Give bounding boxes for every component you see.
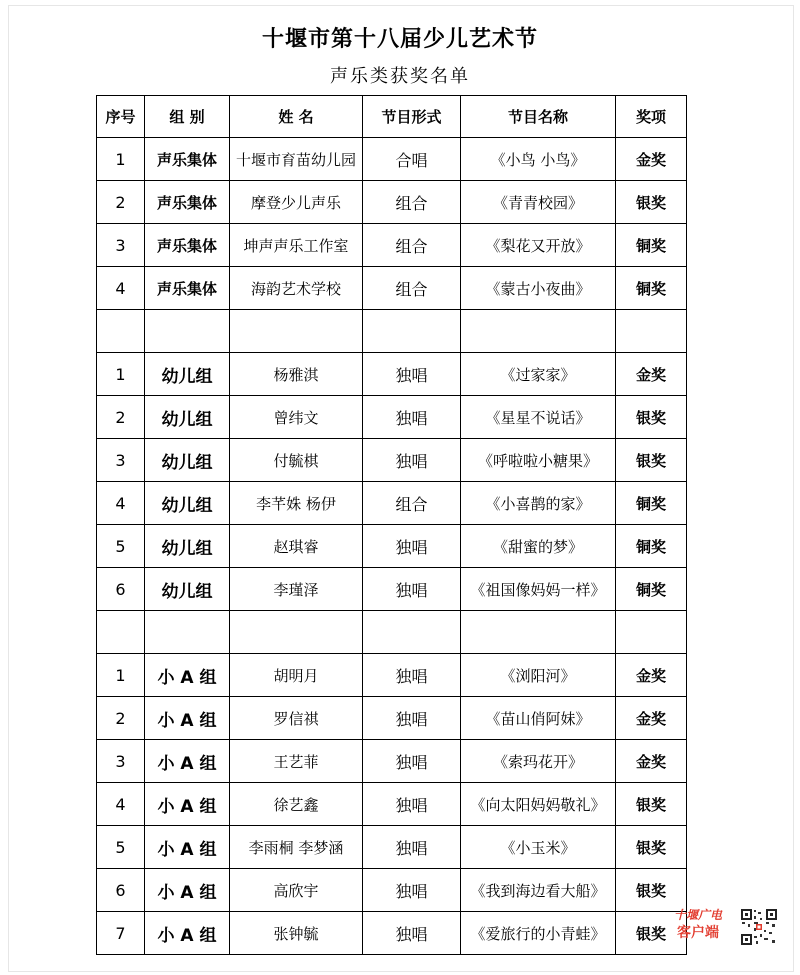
cell-award: 金奖 — [616, 697, 687, 740]
header-cell-group: 组 别 — [145, 96, 230, 138]
table-row — [97, 224, 687, 267]
cell-group: 幼儿组 — [145, 396, 230, 439]
cell-award: 银奖 — [616, 439, 687, 482]
awards-table-body — [97, 96, 687, 955]
cell-award: 银奖 — [616, 783, 687, 826]
header-cell-no: 序号 — [97, 96, 145, 138]
cell-group: 小 A 组 — [145, 697, 230, 740]
table-header-row — [97, 96, 687, 138]
table-row — [97, 740, 687, 783]
cell-title: 《甜蜜的梦》 — [461, 525, 616, 568]
cell-group — [145, 611, 230, 654]
cell-title: 《小玉米》 — [461, 826, 616, 869]
cell-form: 独唱 — [363, 783, 461, 826]
cell-name: 王艺菲 — [230, 740, 363, 783]
cell-title: 《小喜鹊的家》 — [461, 482, 616, 525]
table-row — [97, 353, 687, 396]
cell-group: 幼儿组 — [145, 525, 230, 568]
cell-award: 铜奖 — [616, 568, 687, 611]
cell-award: 银奖 — [616, 826, 687, 869]
cell-award: 金奖 — [616, 654, 687, 697]
cell-form: 独唱 — [363, 912, 461, 955]
cell-title: 《呼啦啦小糖果》 — [461, 439, 616, 482]
cell-group: 幼儿组 — [145, 439, 230, 482]
cell-group: 小 A 组 — [145, 740, 230, 783]
cell-name: 坤声声乐工作室 — [230, 224, 363, 267]
cell-award: 铜奖 — [616, 482, 687, 525]
cell-award: 银奖 — [616, 181, 687, 224]
cell-award: 金奖 — [616, 353, 687, 396]
cell-title: 《爱旅行的小青蛙》 — [461, 912, 616, 955]
cell-no: 3 — [97, 224, 145, 267]
cell-name: 赵琪睿 — [230, 525, 363, 568]
cell-no: 2 — [97, 181, 145, 224]
watermark-line2: 客户端 — [677, 925, 719, 941]
cell-group: 小 A 组 — [145, 783, 230, 826]
cell-group: 声乐集体 — [145, 267, 230, 310]
cell-group: 声乐集体 — [145, 181, 230, 224]
cell-name — [230, 310, 363, 353]
cell-name: 李瑾泽 — [230, 568, 363, 611]
cell-no: 2 — [97, 697, 145, 740]
cell-award: 银奖 — [616, 869, 687, 912]
cell-form: 独唱 — [363, 396, 461, 439]
cell-title: 《星星不说话》 — [461, 396, 616, 439]
table-row — [97, 783, 687, 826]
table-row — [97, 439, 687, 482]
cell-name: 张钟毓 — [230, 912, 363, 955]
table-row — [97, 697, 687, 740]
cell-form: 独唱 — [363, 439, 461, 482]
cell-title: 《索玛花开》 — [461, 740, 616, 783]
watermark-logo — [668, 906, 728, 942]
cell-name: 李雨桐 李梦涵 — [230, 826, 363, 869]
cell-name: 曾纬文 — [230, 396, 363, 439]
cell-name: 胡明月 — [230, 654, 363, 697]
cell-title: 《过家家》 — [461, 353, 616, 396]
cell-form: 独唱 — [363, 353, 461, 396]
cell-title: 《向太阳妈妈敬礼》 — [461, 783, 616, 826]
cell-no — [97, 310, 145, 353]
table-row — [97, 396, 687, 439]
cell-name: 海韵艺术学校 — [230, 267, 363, 310]
cell-title: 《我到海边看大船》 — [461, 869, 616, 912]
cell-no: 3 — [97, 439, 145, 482]
cell-form: 组合 — [363, 267, 461, 310]
cell-form: 独唱 — [363, 826, 461, 869]
cell-group: 声乐集体 — [145, 224, 230, 267]
table-row — [97, 869, 687, 912]
cell-award: 银奖 — [616, 912, 687, 955]
cell-group: 小 A 组 — [145, 826, 230, 869]
table-spacer-row — [97, 611, 687, 654]
header-cell-name: 姓 名 — [230, 96, 363, 138]
cell-group: 幼儿组 — [145, 353, 230, 396]
watermark-line1: 十堰广电 — [673, 908, 722, 922]
cell-form: 合唱 — [363, 138, 461, 181]
cell-no: 1 — [97, 654, 145, 697]
cell-no: 4 — [97, 267, 145, 310]
cell-title: 《苗山俏阿妹》 — [461, 697, 616, 740]
cell-title: 《小鸟 小鸟》 — [461, 138, 616, 181]
table-row — [97, 482, 687, 525]
cell-group: 幼儿组 — [145, 568, 230, 611]
cell-no: 4 — [97, 482, 145, 525]
cell-group: 幼儿组 — [145, 482, 230, 525]
cell-name: 李芊姝 杨伊 — [230, 482, 363, 525]
cell-title — [461, 310, 616, 353]
header-cell-form: 节目形式 — [363, 96, 461, 138]
cell-form: 组合 — [363, 181, 461, 224]
cell-name: 高欣宇 — [230, 869, 363, 912]
cell-award: 金奖 — [616, 740, 687, 783]
table-spacer-row — [97, 310, 687, 353]
cell-no: 6 — [97, 869, 145, 912]
header-cell-title: 节目名称 — [461, 96, 616, 138]
cell-name: 杨雅淇 — [230, 353, 363, 396]
cell-form: 独唱 — [363, 869, 461, 912]
cell-form: 独唱 — [363, 568, 461, 611]
cell-no: 5 — [97, 826, 145, 869]
header-cell-award: 奖项 — [616, 96, 687, 138]
cell-title: 《梨花又开放》 — [461, 224, 616, 267]
cell-title: 《浏阳河》 — [461, 654, 616, 697]
cell-award: 银奖 — [616, 396, 687, 439]
cell-name: 付毓棋 — [230, 439, 363, 482]
cell-group: 声乐集体 — [145, 138, 230, 181]
cell-form: 组合 — [363, 482, 461, 525]
table-row — [97, 912, 687, 955]
cell-no: 5 — [97, 525, 145, 568]
cell-no: 2 — [97, 396, 145, 439]
cell-award — [616, 310, 687, 353]
cell-form: 组合 — [363, 224, 461, 267]
cell-title: 《青青校园》 — [461, 181, 616, 224]
cell-form: 独唱 — [363, 525, 461, 568]
cell-no: 6 — [97, 568, 145, 611]
table-row — [97, 138, 687, 181]
cell-form — [363, 310, 461, 353]
table-row — [97, 267, 687, 310]
cell-award: 铜奖 — [616, 525, 687, 568]
cell-form: 独唱 — [363, 654, 461, 697]
cell-group — [145, 310, 230, 353]
cell-award: 铜奖 — [616, 267, 687, 310]
cell-no: 7 — [97, 912, 145, 955]
cell-no: 1 — [97, 353, 145, 396]
cell-name: 摩登少儿声乐 — [230, 181, 363, 224]
cell-group: 小 A 组 — [145, 912, 230, 955]
cell-name — [230, 611, 363, 654]
cell-name: 罗信祺 — [230, 697, 363, 740]
cell-no — [97, 611, 145, 654]
qr-code-icon — [740, 908, 778, 946]
cell-title: 《蒙古小夜曲》 — [461, 267, 616, 310]
awards-table — [96, 95, 687, 955]
cell-title — [461, 611, 616, 654]
cell-no: 4 — [97, 783, 145, 826]
cell-group: 小 A 组 — [145, 654, 230, 697]
cell-award — [616, 611, 687, 654]
cell-award: 铜奖 — [616, 224, 687, 267]
cell-group: 小 A 组 — [145, 869, 230, 912]
cell-form — [363, 611, 461, 654]
table-row — [97, 568, 687, 611]
cell-no: 1 — [97, 138, 145, 181]
cell-no: 3 — [97, 740, 145, 783]
document-subtitle: 声乐类获奖名单 — [330, 66, 470, 87]
cell-form: 独唱 — [363, 697, 461, 740]
cell-award: 金奖 — [616, 138, 687, 181]
table-row — [97, 826, 687, 869]
table-row — [97, 181, 687, 224]
cell-name: 十堰市育苗幼儿园 — [230, 138, 363, 181]
table-row — [97, 654, 687, 697]
cell-title: 《祖国像妈妈一样》 — [461, 568, 616, 611]
cell-name: 徐艺鑫 — [230, 783, 363, 826]
cell-form: 独唱 — [363, 740, 461, 783]
document-title: 十堰市第十八届少儿艺术节 — [261, 27, 538, 52]
table-row — [97, 525, 687, 568]
